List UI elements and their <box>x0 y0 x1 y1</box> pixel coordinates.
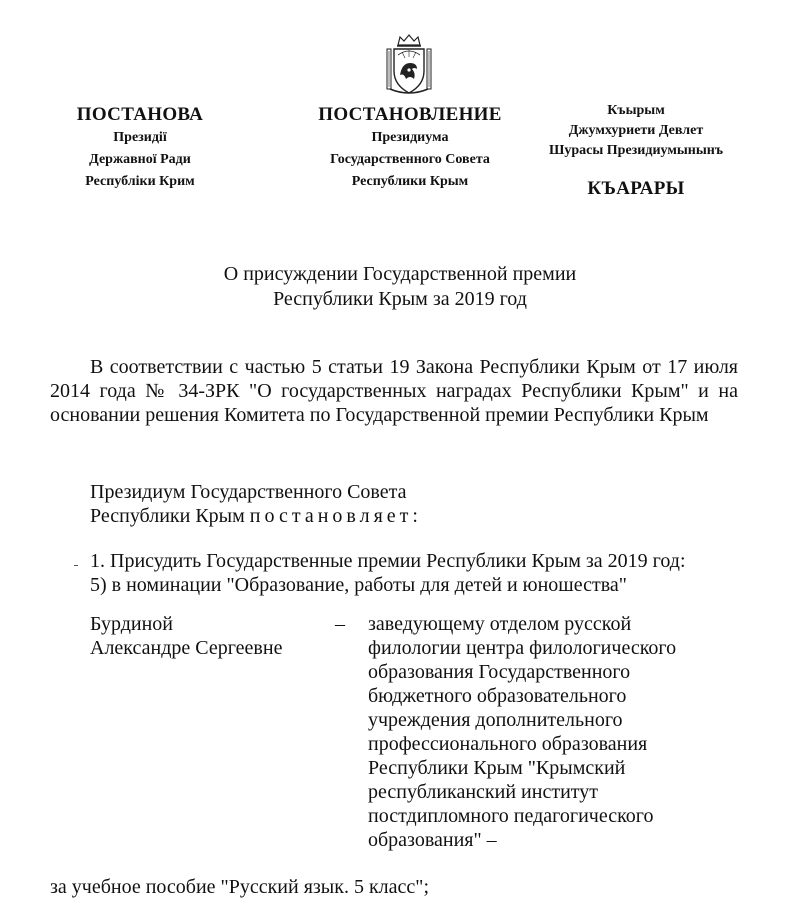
awardee-description-line: образования" – <box>368 829 497 851</box>
presidium-republic: Республики Крым <box>90 505 245 527</box>
awardee-description-line: профессионального образования <box>368 733 648 755</box>
awardee-description-line: филологии центра филологического <box>368 637 677 659</box>
awardee-given-names: Александре Сергеевне <box>90 637 283 659</box>
preamble-paragraph <box>50 355 738 427</box>
document-subject <box>100 262 700 312</box>
header-ukrainian <box>50 103 230 193</box>
awardee-dash: – <box>335 613 345 635</box>
presidium-line: Президиум Государственного Совета <box>90 481 407 503</box>
awardee-surname: Бурдиной <box>90 613 174 635</box>
subject-line: Республики Крым за 2019 год <box>273 288 527 310</box>
header-crimean-tatar-line: Къырым <box>607 103 665 118</box>
awardee-description-line: образования Государственного <box>368 661 631 683</box>
presidium-decision <box>90 480 422 528</box>
header-russian-title: ПОСТАНОВЛЕНИЕ <box>318 104 502 125</box>
crimea-coat-of-arms-emblem <box>384 33 434 97</box>
scan-mark <box>74 565 78 566</box>
header-russian-line: Республики Крым <box>351 174 469 189</box>
header-ukrainian-line: Республіки Крим <box>85 174 195 189</box>
awarded-work: за учебное пособие "Русский язык. 5 класс"; <box>50 876 430 898</box>
subject-line: О присуждении Государственной премии <box>223 263 577 285</box>
presidium-verb: постановляет: <box>249 505 422 527</box>
header-ukrainian-line: Державної Ради <box>89 152 191 167</box>
header-ukrainian-title: ПОСТАНОВА <box>76 104 204 125</box>
awardee-description-line: заведующему отделом русской <box>368 613 632 635</box>
presidium-line <box>90 504 422 528</box>
header-russian-line: Президиума <box>371 130 449 145</box>
awardee-description-line: учреждения дополнительного <box>368 709 623 731</box>
header-crimean-tatar <box>548 101 724 201</box>
header-crimean-tatar-line: Шурасы Президиумынынъ <box>548 143 724 158</box>
header-crimean-tatar-line: Джумхуриети Девлет <box>568 123 704 138</box>
header-ukrainian-line: Президії <box>113 130 167 145</box>
header-russian-line: Государственного Совета <box>330 152 490 167</box>
header-russian <box>300 103 520 193</box>
awardee-name <box>90 612 330 660</box>
preamble-text: В соответствии с частью 5 статьи 19 Закона Республики Крым от 17 июля 2014 года № 34-ЗРК "О государственных наградах Республики Крым" и на основании решения Комитета по Государственной премии Республики Крым <box>50 356 738 426</box>
item-1: 1. Присудить Государственные премии Республики Крым за 2019 год: <box>90 550 686 572</box>
awardee-description-line: республиканский институт <box>368 781 598 803</box>
awardee-description-line: Республики Крым "Крымский <box>368 757 626 779</box>
item-5-nomination: 5) в номинации "Образование, работы для детей и юношества" <box>90 574 627 596</box>
header-crimean-tatar-title: КЪАРАРЫ <box>587 178 685 199</box>
awardee-description-line: бюджетного образовательного <box>368 685 627 707</box>
awardee-description-line: постдипломного педагогического <box>368 805 654 827</box>
awardee-description <box>368 612 698 852</box>
